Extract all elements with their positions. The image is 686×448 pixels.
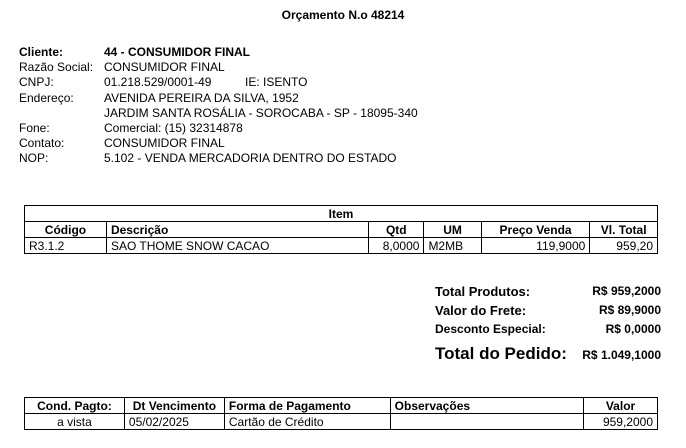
table-row (25, 238, 658, 254)
col-header-qtd: Qtd (369, 222, 424, 238)
table-row (25, 414, 658, 430)
cliente-value: 44 - CONSUMIDOR FINAL (104, 45, 251, 59)
pay-valor: 959,2000 (584, 414, 658, 430)
total-produtos-row (435, 284, 661, 303)
item-um: M2MB (424, 238, 481, 254)
nop-label: NOP: (19, 151, 49, 166)
pay-forma: Cartão de Crédito (224, 414, 390, 430)
col-header-total: Vl. Total (590, 222, 658, 238)
endereco-label: Endereço: (19, 90, 74, 105)
pay-vencimento: 05/02/2025 (124, 414, 224, 430)
col-header-forma: Forma de Pagamento (224, 398, 390, 414)
payment-table (24, 397, 658, 430)
items-caption-row (25, 206, 658, 222)
items-caption: Item (25, 206, 658, 222)
total-pedido-label: Total do Pedido: (435, 344, 567, 363)
cnpj-value: 01.218.529/0001-49 (104, 75, 212, 90)
item-codigo: R3.1.2 (25, 238, 107, 254)
col-header-um: UM (424, 222, 481, 238)
col-header-codigo: Código (25, 222, 107, 238)
total-pedido-row (435, 344, 661, 368)
col-header-descricao: Descrição (106, 222, 368, 238)
desconto-label: Desconto Especial: (435, 322, 546, 336)
nop-value: 5.102 - VENDA MERCADORIA DENTRO DO ESTADO (104, 151, 397, 166)
col-header-vencimento: Dt Vencimento (124, 398, 224, 414)
total-produtos-label: Total Produtos: (435, 284, 531, 299)
col-header-cond-pagto: Cond. Pagto: (25, 398, 125, 414)
items-header-row (25, 222, 658, 238)
desconto-value: R$ 0,0000 (605, 322, 661, 336)
razao-value: CONSUMIDOR FINAL (104, 60, 225, 75)
totals-block (435, 284, 661, 368)
frete-label: Valor do Frete: (435, 303, 527, 318)
col-header-observacoes: Observações (390, 398, 583, 414)
col-header-valor: Valor (584, 398, 658, 414)
item-total: 959,20 (590, 238, 658, 254)
items-table (24, 205, 658, 254)
col-header-preco: Preço Venda (481, 222, 590, 238)
item-descricao: SAO THOME SNOW CACAO (106, 238, 368, 254)
cliente-label: Cliente: (19, 45, 64, 59)
endereco-line1: AVENIDA PEREIRA DA SILVA, 1952 (104, 90, 299, 105)
frete-value: R$ 89,9000 (598, 303, 661, 317)
item-qtd: 8,0000 (369, 238, 424, 254)
item-preco: 119,9000 (481, 238, 590, 254)
pay-cond: a vista (25, 414, 125, 430)
endereco-line2: JARDIM SANTA ROSÁLIA - SOROCABA - SP - 18095-340 (104, 105, 418, 120)
desconto-row (435, 322, 661, 341)
fone-value: Comercial: (15) 32314878 (104, 120, 243, 135)
document-title: Orçamento N.o 48214 (281, 8, 405, 22)
total-produtos-value: R$ 959,2000 (592, 284, 661, 298)
razao-label: Razão Social: (19, 60, 94, 75)
contato-value: CONSUMIDOR FINAL (104, 136, 225, 151)
ie-value: IE: ISENTO (245, 75, 308, 90)
total-pedido-value: R$ 1.049,1000 (582, 348, 661, 362)
frete-row (435, 303, 661, 322)
payment-header-row (25, 398, 658, 414)
pay-observacoes (390, 414, 583, 430)
fone-label: Fone: (19, 120, 50, 135)
contato-label: Contato: (19, 136, 65, 151)
cnpj-label: CNPJ: (19, 75, 54, 90)
